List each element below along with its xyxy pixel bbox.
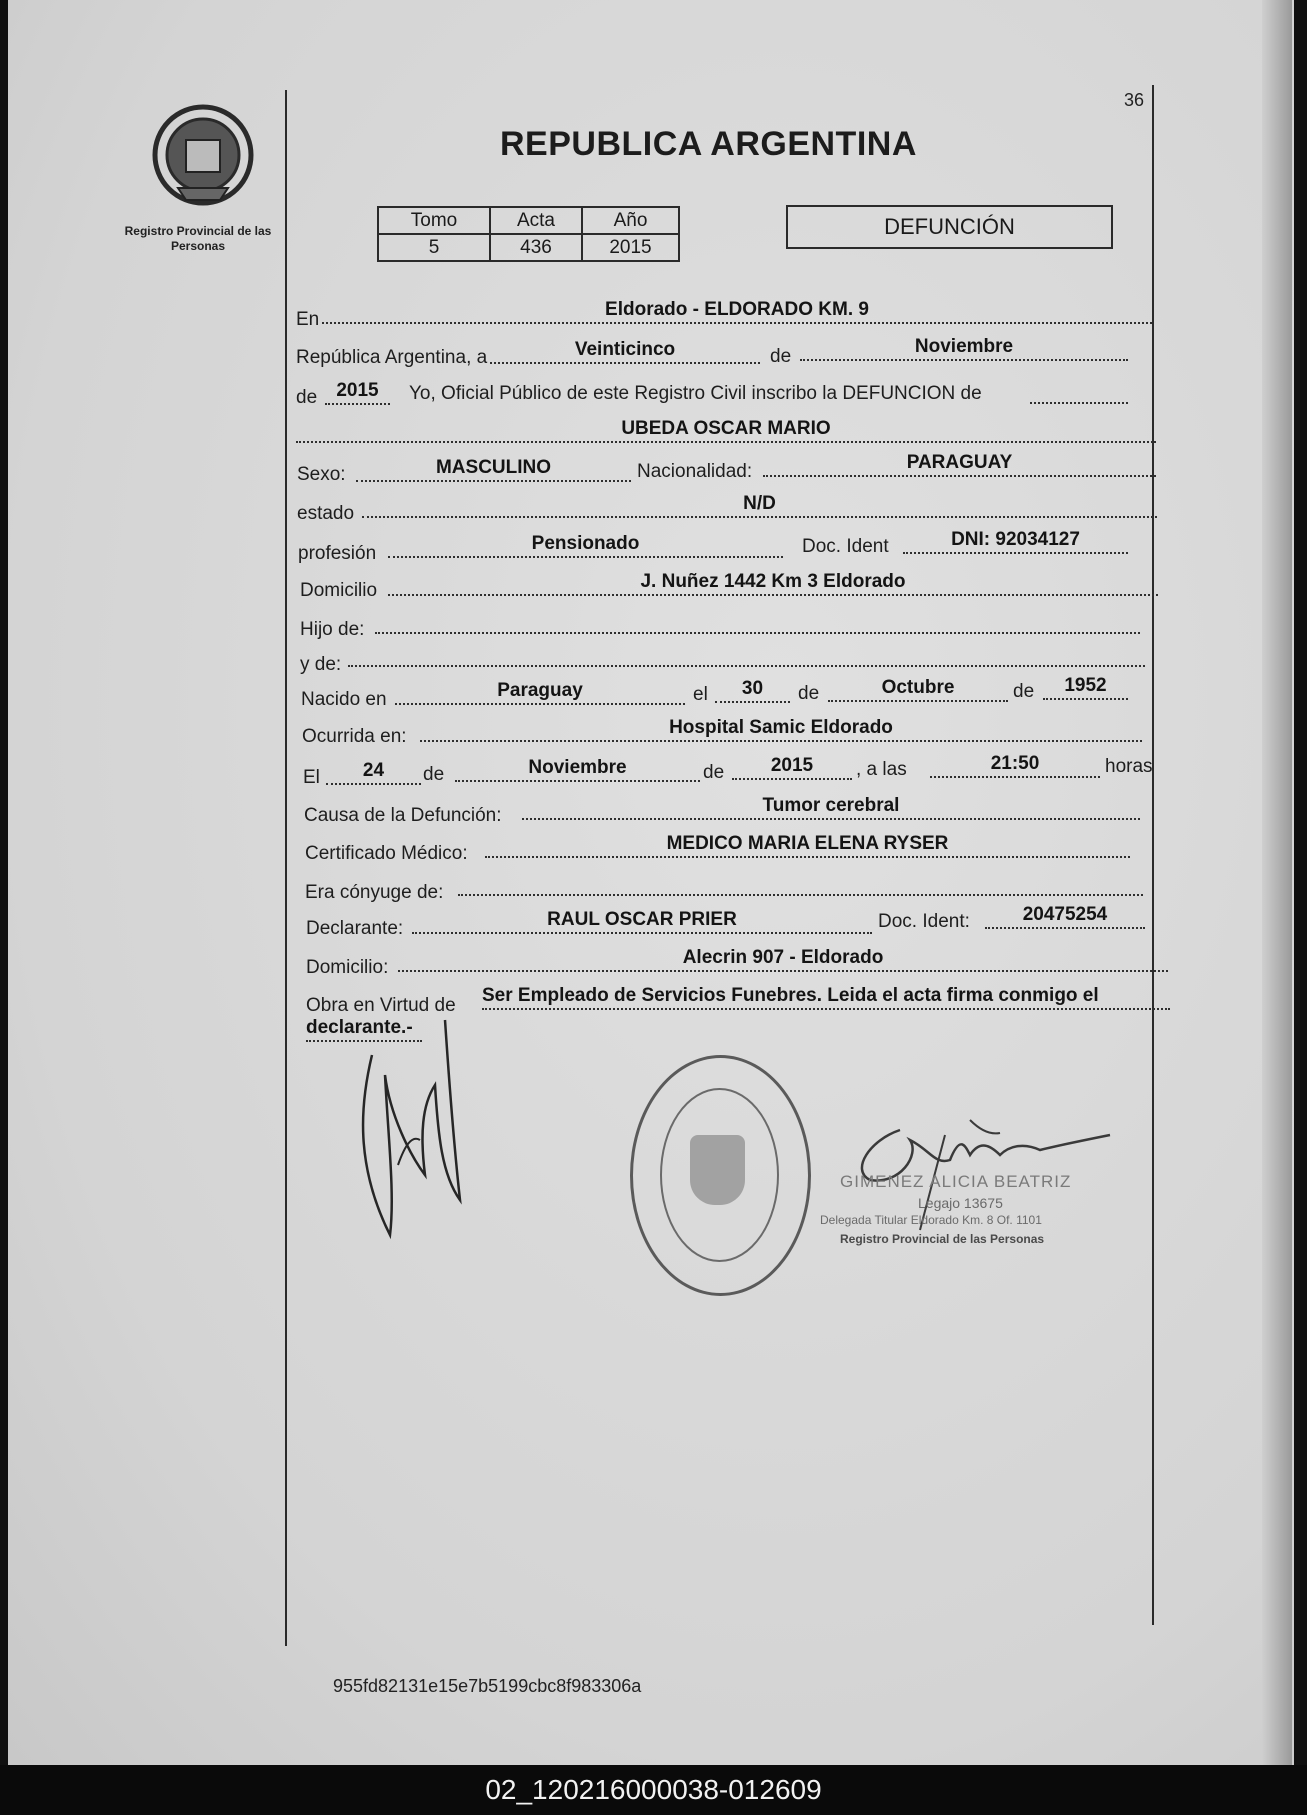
nacionalidad-label: Nacionalidad:	[637, 461, 753, 482]
yde-label: y de:	[300, 654, 342, 675]
nacionalidad-value: PARAGUAY	[763, 453, 1156, 477]
page-edge	[1262, 0, 1292, 1765]
republica-label: República Argentina, a	[296, 347, 488, 368]
el-label: el	[693, 684, 708, 705]
yde-value	[348, 643, 1145, 667]
official-cargo: Delegada Titular Eldorado Km. 8 Of. 1101	[820, 1213, 1042, 1227]
causa-label: Causa de la Defunción:	[304, 805, 502, 826]
en-value: Eldorado - ELDORADO KM. 9	[322, 300, 1152, 324]
ocurrida-value: Hospital Samic Eldorado	[420, 718, 1142, 742]
docident2-value: 20475254	[985, 905, 1145, 929]
hijo-value	[375, 610, 1140, 634]
profesion-value: Pensionado	[388, 534, 783, 558]
el2-label: El	[303, 767, 320, 788]
nac-mes: Octubre	[828, 678, 1008, 702]
estado-label: estado	[297, 503, 355, 524]
nacido-label: Nacido en	[301, 689, 387, 710]
def-dia: 24	[326, 761, 421, 785]
causa-value: Tumor cerebral	[522, 796, 1140, 820]
docident-label: Doc. Ident	[802, 536, 889, 557]
anio-value: 2015	[582, 234, 679, 261]
tomo-value: 5	[378, 234, 490, 261]
de-label-4: de	[1013, 681, 1035, 702]
record-type-box: DEFUNCIÓN	[786, 205, 1113, 249]
official-name: GIMENEZ ALICIA BEATRIZ	[840, 1172, 1072, 1191]
scan-filename: 02_120216000038-012609	[0, 1765, 1307, 1815]
docident-value: DNI: 92034127	[903, 530, 1128, 554]
domicilio2-value: Alecrin 907 - Eldorado	[398, 948, 1168, 972]
domicilio-label: Domicilio	[300, 580, 378, 601]
conyuge-label: Era cónyuge de:	[305, 882, 444, 903]
nac-dia: 30	[715, 679, 790, 703]
sexo-label: Sexo:	[297, 464, 346, 485]
inscribo-blank	[1030, 380, 1128, 404]
estado-value: N/D	[362, 494, 1157, 518]
ocurrida-label: Ocurrida en:	[302, 726, 407, 747]
right-margin-rule	[1152, 85, 1154, 1625]
certificado-value: MEDICO MARIA ELENA RYSER	[485, 834, 1130, 858]
de-label-5: de	[423, 764, 445, 785]
declarant-signature	[350, 1015, 480, 1250]
anio-value: 2015	[325, 381, 390, 405]
deceased-name: UBEDA OSCAR MARIO	[296, 419, 1156, 443]
docident2-label: Doc. Ident:	[878, 911, 970, 932]
de-label-6: de	[703, 762, 725, 783]
nac-anio: 1952	[1043, 676, 1128, 700]
left-margin-rule	[285, 90, 287, 1646]
def-mes: Noviembre	[455, 758, 700, 782]
obra-value-line2: declarante.-	[306, 1018, 422, 1042]
conyuge-value	[458, 872, 1143, 896]
tomo-header: Tomo	[378, 207, 490, 234]
document-hash: 955fd82131e15e7b5199cbc8f983306a	[333, 1676, 642, 1696]
domicilio2-label: Domicilio:	[306, 957, 389, 978]
sexo-value: MASCULINO	[356, 458, 631, 482]
de-label-2: de	[296, 387, 318, 408]
seal-crest-icon	[690, 1135, 745, 1205]
certificado-label: Certificado Médico:	[305, 843, 468, 864]
acta-header: Acta	[490, 207, 582, 234]
obra-value-line1: Ser Empleado de Servicios Funebres. Leida el acta firma conmigo el	[482, 986, 1170, 1010]
page-title: REPUBLICA ARGENTINA	[500, 125, 917, 163]
hijo-label: Hijo de:	[300, 619, 365, 640]
registry-table	[377, 206, 680, 262]
alas-label: , a las	[856, 759, 907, 780]
acta-value: 436	[490, 234, 582, 261]
nacido-value: Paraguay	[395, 681, 685, 705]
declarante-label: Declarante:	[306, 918, 404, 939]
domicilio-value: J. Nuñez 1442 Km 3 Eldorado	[388, 572, 1158, 596]
de-label-3: de	[798, 683, 820, 704]
en-label: En	[296, 309, 320, 330]
de-label-1: de	[770, 346, 792, 367]
dia-value: Veinticinco	[490, 340, 760, 364]
official-legajo: Legajo 13675	[918, 1195, 1003, 1211]
anio-header: Año	[582, 207, 679, 234]
declarante-value: RAUL OSCAR PRIER	[412, 910, 872, 934]
hora-value: 21:50	[930, 754, 1100, 778]
def-anio: 2015	[732, 756, 852, 780]
inscribo-text: Yo, Oficial Público de este Registro Civil inscribo la DEFUNCION de	[409, 383, 982, 404]
mes-value: Noviembre	[800, 337, 1128, 361]
page-number: 36	[1124, 90, 1145, 110]
official-org: Registro Provincial de las Personas	[840, 1232, 1045, 1246]
misiones-crest-icon	[148, 100, 258, 210]
horas-label: horas	[1105, 756, 1153, 777]
obra-label: Obra en Virtud de	[306, 995, 456, 1016]
org-name: Registro Provincial de las Personas	[124, 224, 272, 253]
profesion-label: profesión	[298, 543, 377, 564]
